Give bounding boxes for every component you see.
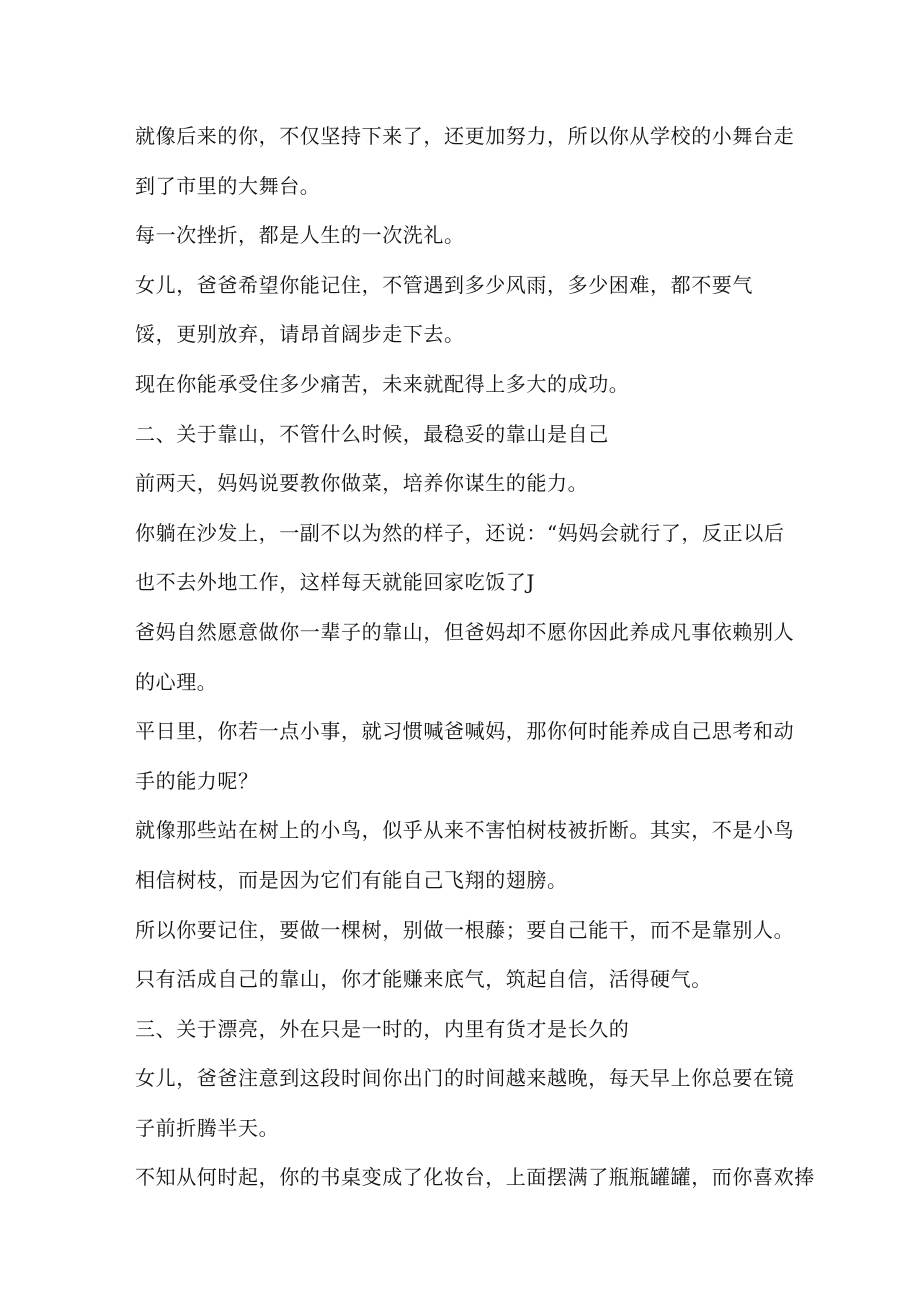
- text-line: 手的能力呢？: [135, 768, 259, 793]
- text-line: 就像那些站在树上的小鸟，似乎从来不害怕树枝被折断。其实，不是小鸟: [135, 818, 795, 843]
- text-line: 子前折腾半天。: [135, 1115, 280, 1140]
- text-line: 每一次挫折，都是人生的一次洗礼。: [135, 223, 465, 248]
- text-line: 女儿，爸爸注意到这段时间你出门的时间越来越晚，每天早上你总要在镜: [135, 1066, 795, 1091]
- text-line: 只有活成自己的靠山，你才能赚来底气，筑起自信，活得硬气。: [135, 967, 712, 992]
- text-line: 也不去外地工作，这样每天就能回家吃饭了J: [135, 570, 536, 595]
- text-line: 爸妈自然愿意做你一辈子的靠山，但爸妈却不愿你因此养成凡事依赖别人: [135, 619, 795, 644]
- text-line: 现在你能承受住多少痛苦，未来就配得上多大的成功。: [135, 371, 630, 396]
- text-line: 所以你要记住，要做一棵树，别做一根藤；要自己能干，而不是靠别人。: [135, 917, 795, 942]
- section-heading: 二、关于靠山，不管什么时候，最稳妥的靠山是自己: [135, 421, 609, 446]
- document-body: [135, 112, 835, 1203]
- text-line: 就像后来的你，不仅坚持下来了，还更加努力，所以你从学校的小舞台走: [135, 124, 795, 148]
- text-line: 不知从何时起，你的书桌变成了化妆台，上面摆满了瓶瓶罐罐，而你喜欢捧: [135, 1165, 815, 1190]
- text-line: 到了市里的大舞台。: [135, 173, 321, 198]
- text-line: 馁，更别放弃，请昂首阔步走下去。: [135, 322, 465, 347]
- text-line: 平日里，你若一点小事，就习惯喊爸喊妈，那你何时能养成自己思考和动: [135, 719, 795, 744]
- text-line: 前两天，妈妈说要教你做菜，培养你谋生的能力。: [135, 471, 589, 496]
- text-line: 你躺在沙发上，一副不以为然的样子，还说：“妈妈会就行了，反正以后: [135, 520, 785, 545]
- text-line: 女儿，爸爸希望你能记住，不管遇到多少风雨，多少困难，都不要气: [135, 272, 753, 297]
- text-line: 相信树枝，而是因为它们有能自己飞翔的翅膀。: [135, 867, 568, 892]
- text-line: 的心理。: [135, 669, 218, 694]
- section-heading: 三、关于漂亮，外在只是一时的，内里有货才是长久的: [135, 1016, 630, 1041]
